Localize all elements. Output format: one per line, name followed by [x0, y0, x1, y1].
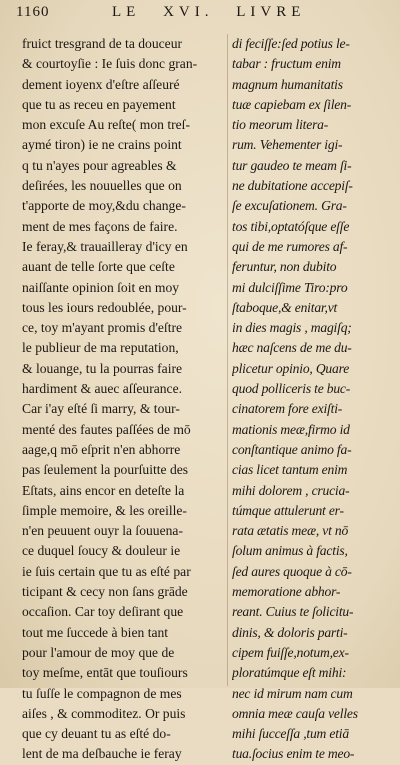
latin-text-line: ſolum animus à factis,: [232, 543, 348, 559]
french-text-line: fruict tresgrand de ta douceur: [22, 36, 183, 51]
french-text-line: que tu as receu en payement: [22, 96, 176, 112]
french-text-line: Ie feray,& trauailleray d'icy en: [22, 238, 188, 254]
french-text-line: mon excuſe Au reſte( mon treſ-: [22, 117, 190, 133]
french-text-line: dement ioyenx d'eſtre aſſeuré: [22, 76, 180, 92]
latin-text-line: ſtaboque,& enitar,vt: [232, 299, 338, 315]
latin-text-line: nec id mirum nam cum: [232, 685, 353, 701]
page-header: [16, 4, 388, 26]
latin-text-line: omnia meæ cauſa velles: [232, 705, 358, 721]
latin-text-line: reant. Cuius te ſolicitu-: [232, 604, 354, 620]
page-number: 1160: [16, 4, 50, 20]
french-text-line: auant de telle ſorte que ceſte: [22, 259, 175, 275]
latin-text-line: mihi ſucceſſa ,tum etiā: [232, 726, 349, 742]
running-head: LE XVI. LIVRE: [112, 4, 306, 20]
latin-text-line: magnum humanitatis: [232, 76, 343, 92]
french-text-line: & louange, tu la pourras faire: [22, 360, 183, 376]
french-text-line: Eſtats, ains encor en deteſte la: [22, 482, 185, 498]
french-text-line: aage,q mō eſprit n'en abhorre: [22, 441, 181, 457]
latin-text-line: tos tibi,optatóſque eſſe: [232, 218, 350, 234]
latin-text-line: ploratúmque eſt mihi:: [232, 665, 347, 681]
latin-text-line: mi dulciſſime Tiro:pro: [232, 279, 348, 295]
french-text-column: [22, 34, 224, 765]
latin-text-line: cipem fuiſſe,notum,ex-: [232, 644, 349, 660]
latin-text-line: túmque attulerunt er-: [232, 502, 344, 518]
french-text-line: ticipant & cecy non ſans grāde: [22, 584, 188, 600]
french-text-line: Car i'ay eſté ſi marry, & tour-: [22, 401, 180, 417]
french-text-line: occaſion. Car toy deſirant que: [22, 604, 184, 620]
french-text-line: que cy deuant tu as eſté do-: [22, 726, 171, 742]
french-text-line: le publieur de ma reputation,: [22, 340, 179, 356]
latin-text-line: cinatorem fore exiſti-: [232, 401, 343, 417]
latin-text-line: tua.ſocius enim te meo-: [232, 746, 355, 762]
french-text-line: tout me ſuccede à bien tant: [22, 624, 169, 640]
french-text-line: ment de mes façons de faire.: [22, 218, 178, 234]
french-text-line: menté des fautes paſſées de mō: [22, 421, 191, 437]
latin-text-line: conſtantique animo fa-: [232, 441, 352, 457]
latin-text-line: rum. Vehementer igi-: [232, 137, 343, 153]
latin-text-line: qui de me rumores af-: [232, 238, 348, 254]
french-text-line: aiſes , & commoditez. Or puis: [22, 705, 186, 721]
latin-text-line: mihi dolorem , crucia-: [232, 482, 350, 498]
latin-text-line: hæc naſcens de me du-: [232, 340, 352, 356]
french-text-line: ſimple memoire, & les oreille-: [22, 502, 187, 518]
column-divider: [227, 34, 228, 686]
french-text-line: ie ſuis certain que tu as eſté par: [22, 563, 191, 579]
french-text-line: tu ſuſſe le compagnon de mes: [22, 685, 182, 701]
french-text-line: toy meſme, entāt que touſiours: [22, 665, 188, 681]
french-text-line: n'en peuuent ouyr la ſouuena-: [22, 523, 183, 539]
latin-text-line: mationis meæ,firmo id: [232, 421, 350, 437]
latin-text-line: cias licet tantum enim: [232, 462, 348, 478]
french-text-line: pas ſeulement la pourſuitte des: [22, 462, 189, 478]
latin-text-line: di feciſſe:ſed potius le-: [232, 36, 350, 51]
french-text-line: deſirées, les nouuelles que on: [22, 178, 182, 194]
latin-text-line: tuæ capiebam ex ſilen-: [232, 96, 352, 112]
french-text-line: t'apporte de moy,&du change-: [22, 198, 186, 214]
latin-text-line: ſed aures quoque à cō-: [232, 563, 352, 579]
latin-text-line: tabar : fructum enim: [232, 56, 341, 72]
french-text-line: naiſſante opinion ſoit en moy: [22, 279, 180, 295]
french-text-line: lent de ma deſbauche ie feray: [22, 746, 182, 762]
french-text-line: ce, toy m'ayant promis d'eſtre: [22, 320, 183, 336]
french-text-line: hardiment & auec aſſeurance.: [22, 381, 183, 397]
latin-text-line: feruntur, non dubito: [232, 259, 337, 275]
latin-text-line: rata ætatis meæ, vt nō: [232, 523, 349, 539]
latin-text-line: memoratione abhor-: [232, 584, 341, 600]
french-text-line: pour l'amour de moy que de: [22, 644, 175, 660]
french-text-line: aymé tiron) ie ne crains point: [22, 137, 182, 153]
latin-text-line: in dies magis , magiſq;: [232, 320, 352, 336]
latin-text-line: ſe excuſationem. Gra-: [232, 198, 347, 214]
latin-text-line: tio meorum litera-: [232, 117, 329, 133]
french-text-line: q tu n'ayes pour agreables &: [22, 157, 177, 173]
french-text-line: ce duquel ſoucy & douleur ie: [22, 543, 181, 559]
french-text-line: tous les iours redoublée, pour-: [22, 299, 187, 315]
latin-text-line: ne dubitatione accepiſ-: [232, 178, 353, 194]
latin-text-line: plicetur opinio, Quare: [232, 360, 350, 376]
latin-text-line: tur gaudeo te meam ſi-: [232, 157, 352, 173]
latin-text-line: dinis, & doloris parti-: [232, 624, 348, 640]
french-text-line: & courtoyſie : Ie ſuis donc gran-: [22, 56, 198, 72]
latin-text-column: [232, 34, 394, 765]
latin-text-line: quod polliceris te buc-: [232, 381, 351, 397]
